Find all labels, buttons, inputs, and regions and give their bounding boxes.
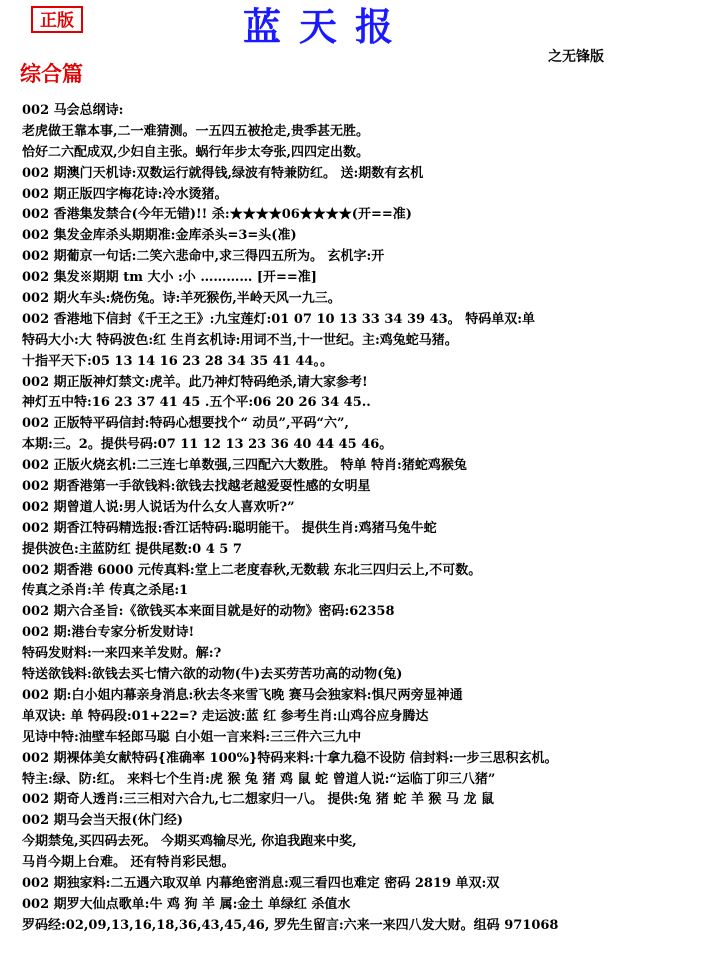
text-line: 002 正版特平码信封:特码心想要找个“ 动员”,平码“六”, bbox=[22, 416, 349, 432]
text-line: 002 期澳门天机诗:双数运行就得钱,绿波有特兼防红。 送:期数有玄机 bbox=[22, 165, 424, 181]
text-line: 002 期香江特码精选报:香江话特码:聪明能干。 提供生肖:鸡猪马兔牛蛇 bbox=[22, 520, 437, 536]
text-line: 002 期:港台专家分析发财诗! bbox=[22, 625, 195, 641]
text-line: 恰好二六配成双,少妇自主张。蜗行年步太夸张,四四定出数。 bbox=[22, 144, 370, 160]
text-line: 特码发财料:一来四来羊发财。解:? bbox=[22, 646, 222, 662]
text-line: 002 香港集发禁合(今年无错)!! 杀:★★★★06★★★★(开==准) bbox=[22, 207, 412, 223]
text-line: 002 正版火烧玄机:二三连七单数强,三四配六大数胜。 特单 特肖:猪蛇鸡猴兔 bbox=[22, 458, 467, 474]
text-line: 002 香港地下信封《千王之王》:九宝莲灯:01 07 10 13 33 34 39 43。 特码单双:单 bbox=[22, 311, 535, 327]
newspaper-title: 蓝天报 bbox=[243, 5, 412, 49]
section-heading: 综合篇 bbox=[20, 62, 83, 86]
text-line: 002 期独家料:二五遇六取双单 内幕绝密消息:观三看四也难定 密码 2819 单双:双 bbox=[22, 875, 500, 891]
text-line: 002 期奇人透肖:三三相对六合九,七二想家归一八。 提供:兔 猪 蛇 羊 猴 马 龙 鼠 bbox=[22, 792, 494, 808]
text-line: 002 期火车头:烧伤兔。诗:羊死猴伤,半岭天风一九三。 bbox=[22, 291, 341, 307]
text-line: 002 期正版神灯禁文:虎羊。此乃神灯特码绝杀,请大家参考! bbox=[22, 374, 368, 390]
text-line: 002 期罗大仙点歌单:牛 鸡 狗 羊 属:金土 单绿红 杀值水 bbox=[22, 896, 351, 912]
text-line: 特码大小:大 特码波色:红 生肖玄机诗:用词不当,十一世纪。主:鸡兔蛇马猪。 bbox=[22, 332, 458, 348]
text-line: 十指平天下:05 13 14 16 23 28 34 35 41 44。。 bbox=[22, 353, 333, 369]
text-line: 002 马会总纲诗: bbox=[22, 103, 124, 118]
text-line: 今期禁兔,买四码去死。 今期买鸡输尽光, 你追我跑来中奖, bbox=[22, 834, 357, 850]
text-line: 单双诀: 单 特码段:01+22=? 走运波:蓝 红 参考生肖:山鸡谷应身腾达 bbox=[22, 708, 429, 724]
text-line: 002 期曾道人说:男人说话为什么女人喜欢听?” bbox=[22, 499, 295, 515]
article-body bbox=[22, 101, 692, 937]
text-line: 002 期裸体美女献特码{准确率 100%}特码来料:十拿九稳不设防 信封料:一步三思积玄机。 bbox=[22, 750, 558, 766]
text-line: 传真之杀肖:羊 传真之杀尾:1 bbox=[22, 583, 189, 599]
text-line: 002 集发金库杀头期期准:金库杀头=3=头(准) bbox=[22, 228, 297, 244]
text-line: 002 期六合圣旨:《欲钱买本来面目就是好的动物》密码:62358 bbox=[22, 604, 395, 620]
text-line: 神灯五中特:16 23 37 41 45 .五个平:06 20 26 34 45.. bbox=[22, 395, 371, 411]
text-line: 特送欲钱料:欲钱去买七情六欲的动物(牛)去买劳苦功高的动物(兔) bbox=[22, 667, 403, 683]
text-line: 本期:三。2。提供号码:07 11 12 13 23 36 40 44 45 46。 bbox=[22, 437, 393, 453]
text-line: 马肖今期上台难。 还有特肖彩民想。 bbox=[22, 855, 235, 871]
text-line: 002 期马会当天报(休门经) bbox=[22, 813, 183, 829]
edition-label: 之无锋版 bbox=[548, 49, 604, 65]
text-line: 002 集发※期期 tm 大小 :小 ………… [开==准] bbox=[22, 270, 317, 286]
text-line: 见诗中特:油壁车轻郎马聪 白小姐一言来料:三三件六三九中 bbox=[22, 729, 362, 745]
text-line: 罗码经:02,09,13,16,18,36,43,45,46, 罗先生留言:六来一来四八发大财。组码 971068 bbox=[22, 917, 559, 933]
text-line: 老虎做王靠本事,二一难猜测。一五四五被抢走,贵季甚无胜。 bbox=[22, 123, 370, 139]
text-line: 002 期香港 6000 元传真料:堂上二老度春秋,无数载 东北三四归云上,不可数。 bbox=[22, 562, 482, 578]
text-line: 002 期葡京一句话:二笑六悲命中,求三得四五所为。 玄机字:开 bbox=[22, 249, 385, 265]
edition-badge: 正版 bbox=[31, 6, 83, 33]
text-line: 002 期正版四字梅花诗:冷水烫猪。 bbox=[22, 186, 228, 202]
text-line: 提供波色:主蓝防红 提供尾数:0 4 5 7 bbox=[22, 541, 242, 557]
text-line: 002 期香港第一手欲钱料:欲钱去找越老越爱耍性感的女明星 bbox=[22, 479, 371, 495]
text-line: 特主:绿、防:红。 来料七个生肖:虎 猴 兔 猪 鸡 鼠 蛇 曾道人说:“运临丁卯三八猪” bbox=[22, 771, 496, 787]
text-line: 002 期:白小姐内幕亲身消息:秋去冬来雪飞晚 赛马会独家料:惧尺两旁显神通 bbox=[22, 687, 463, 703]
